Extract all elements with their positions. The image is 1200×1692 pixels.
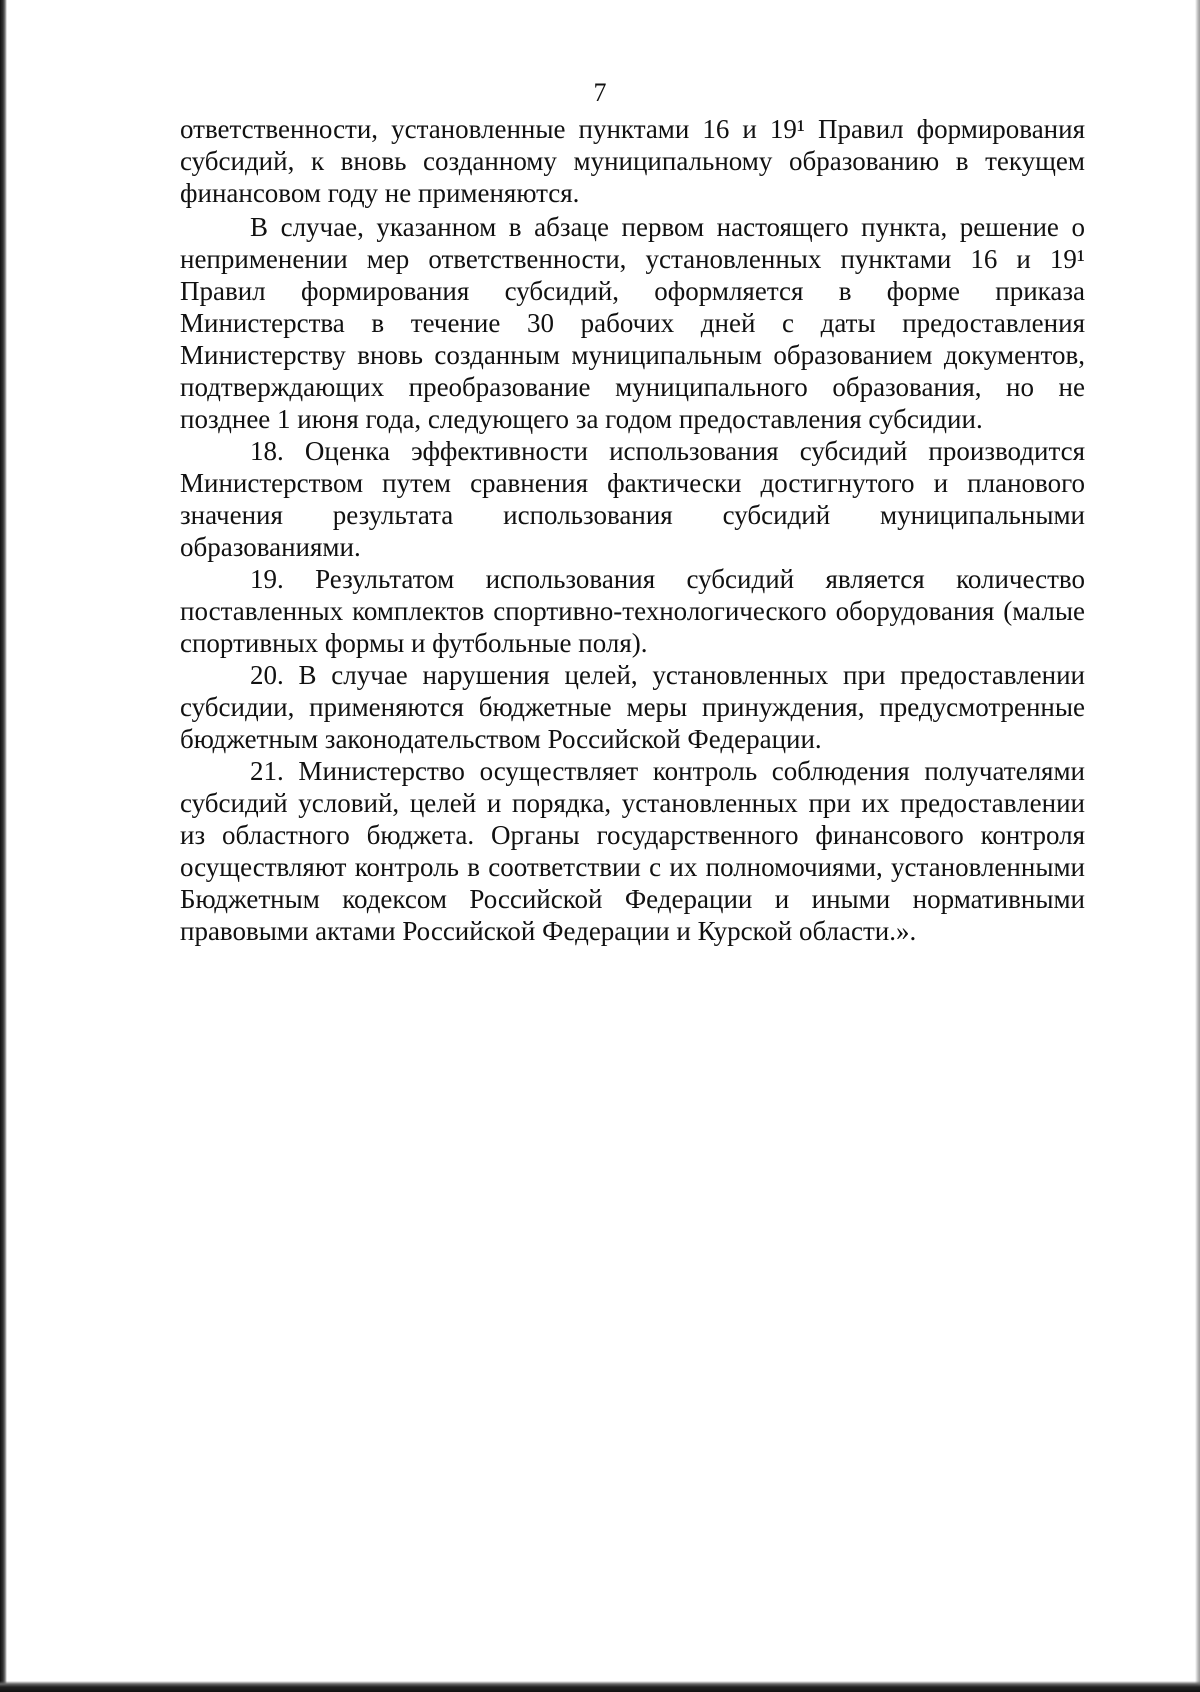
scan-edge-right	[1195, 0, 1200, 1692]
paragraph-item-21: 21. Министерство осуществляет контроль соблюдения получателями субсидий условий, целей и порядка, установленных при их предоставлении из областного бюджета. Органы государственного финансового контроля осуществляют контроль в соответствии с их полномочиями, установленными Бюджетным кодексом Российской Федерации и иными нормативными правовыми актами Российской Федерации и Курской области.».	[180, 756, 1085, 946]
paragraph-item-20: 20. В случае нарушения целей, установленных при предоставлении субсидии, применяются бюджетные меры принуждения, предусмотренные бюджетным законодательством Российской Федерации.	[180, 660, 1085, 754]
paragraph-exemption-decision: В случае, указанном в абзаце первом настоящего пункта, решение о неприменении мер ответственности, установленных пунктами 16 и 19¹ Правил формирования субсидий, оформляется в форме приказа Министерства в течение 30 рабочих дней с даты предоставления Министерству вновь созданным муниципальным образованием документов, подтверждающих преобразование муниципального образования, но не позднее 1 июня года, следующего за годом предоставления субсидии.	[180, 212, 1085, 434]
document-body	[180, 113, 1085, 947]
scan-edge-bottom	[0, 1681, 1200, 1692]
paragraph-item-18: 18. Оценка эффективности использования субсидий производится Министерством путем сравнения фактически достигнутого и планового значения результата использования субсидий муниципальными образованиями.	[180, 436, 1085, 562]
paragraph-item-19: 19. Результатом использования субсидий является количество поставленных комплектов спортивно-технологического оборудования (малые спортивных формы и футбольные поля).	[180, 564, 1085, 658]
page-number: 7	[593, 78, 607, 107]
paragraph-continuation: ответственности, установленные пунктами 16 и 19¹ Правил формирования субсидий, к вновь созданному муниципальному образованию в текущем финансовом году не применяются.	[180, 114, 1085, 208]
scan-edge-left	[0, 0, 7, 1692]
